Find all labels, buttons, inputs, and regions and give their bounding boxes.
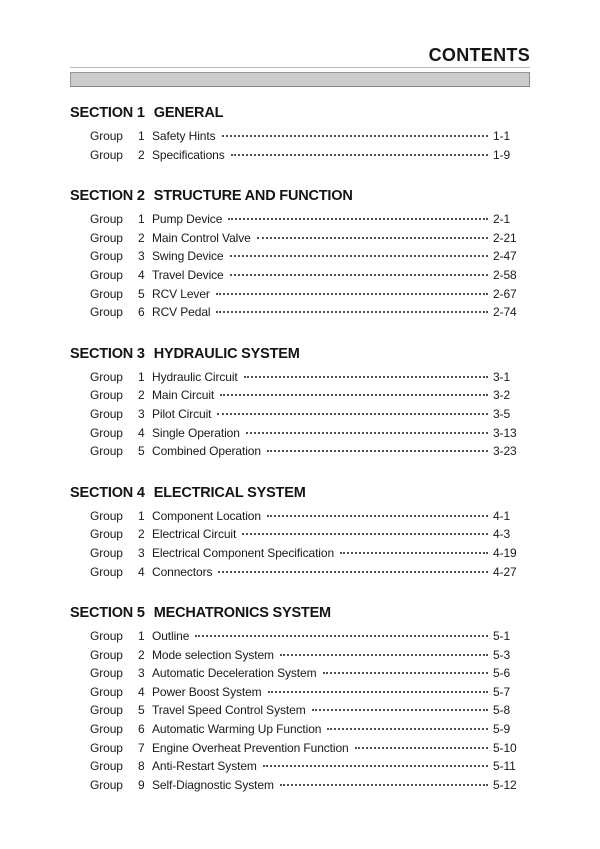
page-number: 5-10 (493, 740, 517, 755)
section-title: MECHATRONICS SYSTEM (153, 605, 331, 622)
dot-leader (244, 376, 488, 378)
group-label: Group (90, 388, 123, 403)
dot-leader (280, 654, 488, 656)
group-title: RCV Pedal (152, 305, 211, 320)
dot-leader (323, 672, 488, 674)
page-number: 2-47 (493, 249, 517, 264)
page-number: 5-6 (493, 666, 511, 681)
toc-entry (70, 757, 530, 776)
page-title: CONTENTS (428, 45, 530, 65)
page-number: 4-19 (493, 545, 517, 560)
group-label: Group (90, 740, 123, 755)
group-label: Group (90, 666, 123, 681)
group-number: 2 (138, 647, 145, 662)
toc-entry (70, 285, 530, 304)
page-number: 3-5 (493, 406, 511, 421)
group-number: 5 (138, 286, 145, 301)
dot-leader (312, 709, 488, 711)
group-title: Pilot Circuit (152, 406, 212, 421)
group-number: 2 (138, 388, 145, 403)
toc-entry (70, 701, 530, 720)
group-title: Power Boost System (152, 684, 262, 699)
group-title: Pump Device (152, 212, 223, 227)
group-title: Self-Diagnostic System (152, 777, 274, 792)
group-label: Group (90, 425, 123, 440)
toc-entry (70, 664, 530, 683)
group-title: Main Control Valve (152, 230, 251, 245)
group-title: Combined Operation (152, 444, 261, 459)
page-number: 5-12 (493, 777, 517, 792)
page-number: 1-1 (493, 129, 511, 143)
group-label: Group (90, 722, 123, 737)
section-title: STRUCTURE AND FUNCTION (153, 188, 353, 205)
group-label: Group (90, 286, 123, 301)
toc-section (70, 189, 530, 322)
page-number: 5-3 (493, 647, 511, 662)
group-title: RCV Lever (152, 286, 210, 301)
group-title: Single Operation (152, 425, 240, 440)
group-number: 4 (138, 267, 145, 282)
group-title: Automatic Warming Up Function (152, 722, 322, 737)
group-number: 4 (138, 684, 145, 699)
group-title: Travel Device (152, 267, 224, 282)
group-label: Group (90, 444, 123, 459)
group-label: Group (90, 369, 123, 384)
group-label: Group (90, 629, 123, 644)
group-label: Group (90, 212, 123, 227)
group-number: 5 (138, 444, 145, 459)
page-header (70, 0, 530, 87)
dot-leader (230, 274, 488, 276)
group-title: Component Location (152, 508, 261, 523)
group-label: Group (90, 545, 123, 560)
page-number: 5-11 (493, 759, 516, 774)
group-label: Group (90, 527, 123, 542)
toc-entry (70, 739, 530, 758)
toc-entry (70, 544, 530, 563)
dot-leader (222, 135, 489, 137)
page-number: 3-1 (493, 369, 511, 384)
page-number: 1-9 (493, 147, 511, 162)
toc-entry (70, 563, 530, 582)
page-number: 5-7 (493, 684, 511, 699)
section-heading (70, 486, 530, 500)
group-label: Group (90, 508, 123, 523)
section-number: SECTION 4 (70, 484, 145, 501)
page-content (70, 0, 530, 794)
toc-entry (70, 442, 530, 461)
section-heading (70, 606, 530, 620)
group-title: Safety Hints (152, 129, 216, 143)
toc-entry (70, 405, 530, 424)
page-number: 4-3 (493, 527, 511, 542)
dot-leader (195, 635, 488, 637)
page-number: 2-58 (493, 267, 517, 282)
group-title: Swing Device (152, 249, 224, 264)
toc-section (70, 347, 530, 461)
toc-sections (70, 106, 530, 794)
toc-entry (70, 303, 530, 322)
section-rows (70, 127, 530, 164)
page-number: 2-1 (493, 212, 511, 227)
group-number: 3 (138, 545, 145, 560)
group-title: Connectors (152, 564, 213, 579)
toc-entry (70, 127, 530, 146)
toc-entry (70, 507, 530, 526)
page-number: 2-74 (493, 305, 517, 320)
group-label: Group (90, 406, 123, 421)
dot-leader (218, 571, 488, 573)
group-title: Engine Overheat Prevention Function (152, 740, 349, 755)
section-number: SECTION 3 (70, 345, 145, 362)
group-label: Group (90, 564, 123, 579)
dot-leader (246, 432, 488, 434)
group-number: 3 (138, 666, 145, 681)
toc-entry (70, 424, 530, 443)
toc-entry (70, 776, 530, 795)
dot-leader (242, 533, 488, 535)
toc-section (70, 106, 530, 164)
section-number: SECTION 5 (70, 605, 145, 622)
group-number: 9 (138, 777, 145, 792)
dot-leader (220, 394, 488, 396)
dot-leader (355, 747, 488, 749)
group-label: Group (90, 647, 123, 662)
dot-leader (340, 552, 488, 554)
page-number: 5-8 (493, 703, 511, 718)
group-number: 1 (138, 508, 145, 523)
dot-leader (228, 218, 488, 220)
page-number: 4-1 (493, 508, 511, 523)
title-rule (70, 67, 530, 68)
group-number: 2 (138, 230, 145, 245)
group-title: Hydraulic Circuit (152, 369, 238, 384)
dot-leader (217, 413, 488, 415)
page-number: 2-67 (493, 286, 517, 301)
group-label: Group (90, 267, 123, 282)
section-number: SECTION 2 (70, 188, 145, 205)
group-label: Group (90, 777, 123, 792)
dot-leader (267, 450, 488, 452)
dot-leader (280, 784, 488, 786)
group-number: 7 (138, 740, 145, 755)
group-number: 6 (138, 305, 145, 320)
page-number: 3-2 (493, 388, 511, 403)
group-label: Group (90, 305, 123, 320)
group-title: Anti-Restart System (152, 759, 257, 774)
group-number: 1 (138, 212, 145, 227)
group-number: 2 (138, 147, 145, 162)
dot-leader (268, 691, 488, 693)
section-title: ELECTRICAL SYSTEM (153, 484, 306, 501)
group-number: 6 (138, 722, 145, 737)
dot-leader (231, 154, 488, 156)
group-title: Automatic Deceleration System (152, 666, 317, 681)
group-label: Group (90, 759, 123, 774)
header-bar (70, 72, 530, 87)
toc-entry (70, 210, 530, 229)
group-title: Electrical Circuit (152, 527, 237, 542)
group-label: Group (90, 703, 123, 718)
toc-section (70, 606, 530, 794)
page-number: 3-13 (493, 425, 517, 440)
section-heading (70, 106, 530, 120)
dot-leader (216, 311, 488, 313)
group-title: Mode selection System (152, 647, 274, 662)
toc-entry (70, 683, 530, 702)
group-label: Group (90, 129, 123, 143)
toc-entry (70, 266, 530, 285)
section-rows (70, 210, 530, 322)
section-heading (70, 189, 530, 203)
group-number: 2 (138, 527, 145, 542)
page-number: 5-1 (493, 629, 511, 644)
dot-leader (230, 255, 489, 257)
group-label: Group (90, 147, 123, 162)
toc-section (70, 486, 530, 581)
page-number: 4-27 (493, 564, 517, 579)
group-label: Group (90, 249, 123, 264)
group-title: Outline (152, 629, 190, 644)
group-number: 1 (138, 129, 145, 143)
group-title: Main Circuit (152, 388, 215, 403)
dot-leader (327, 728, 488, 730)
section-rows (70, 627, 530, 794)
dot-leader (263, 765, 488, 767)
toc-entry (70, 720, 530, 739)
group-number: 1 (138, 369, 145, 384)
dot-leader (257, 237, 488, 239)
toc-entry (70, 646, 530, 665)
group-label: Group (90, 230, 123, 245)
group-title: Specifications (152, 147, 225, 162)
section-heading (70, 347, 530, 361)
dot-leader (216, 293, 488, 295)
group-number: 5 (138, 703, 145, 718)
toc-entry (70, 146, 530, 165)
section-rows (70, 368, 530, 461)
group-number: 8 (138, 759, 145, 774)
toc-entry (70, 229, 530, 248)
group-number: 4 (138, 564, 145, 579)
section-number: SECTION 1 (70, 105, 145, 121)
toc-entry (70, 525, 530, 544)
section-rows (70, 507, 530, 581)
section-title: HYDRAULIC SYSTEM (153, 345, 300, 362)
group-title: Electrical Component Specification (152, 545, 335, 560)
toc-entry (70, 368, 530, 387)
section-title: GENERAL (153, 105, 224, 121)
group-number: 4 (138, 425, 145, 440)
page-number: 3-23 (493, 444, 517, 459)
toc-entry (70, 247, 530, 266)
toc-entry (70, 386, 530, 405)
page-number: 5-9 (493, 722, 511, 737)
group-number: 3 (138, 406, 145, 421)
group-number: 3 (138, 249, 145, 264)
group-title: Travel Speed Control System (152, 703, 306, 718)
group-label: Group (90, 684, 123, 699)
toc-entry (70, 627, 530, 646)
dot-leader (267, 515, 488, 517)
group-number: 1 (138, 629, 145, 644)
page-number: 2-21 (493, 230, 517, 245)
